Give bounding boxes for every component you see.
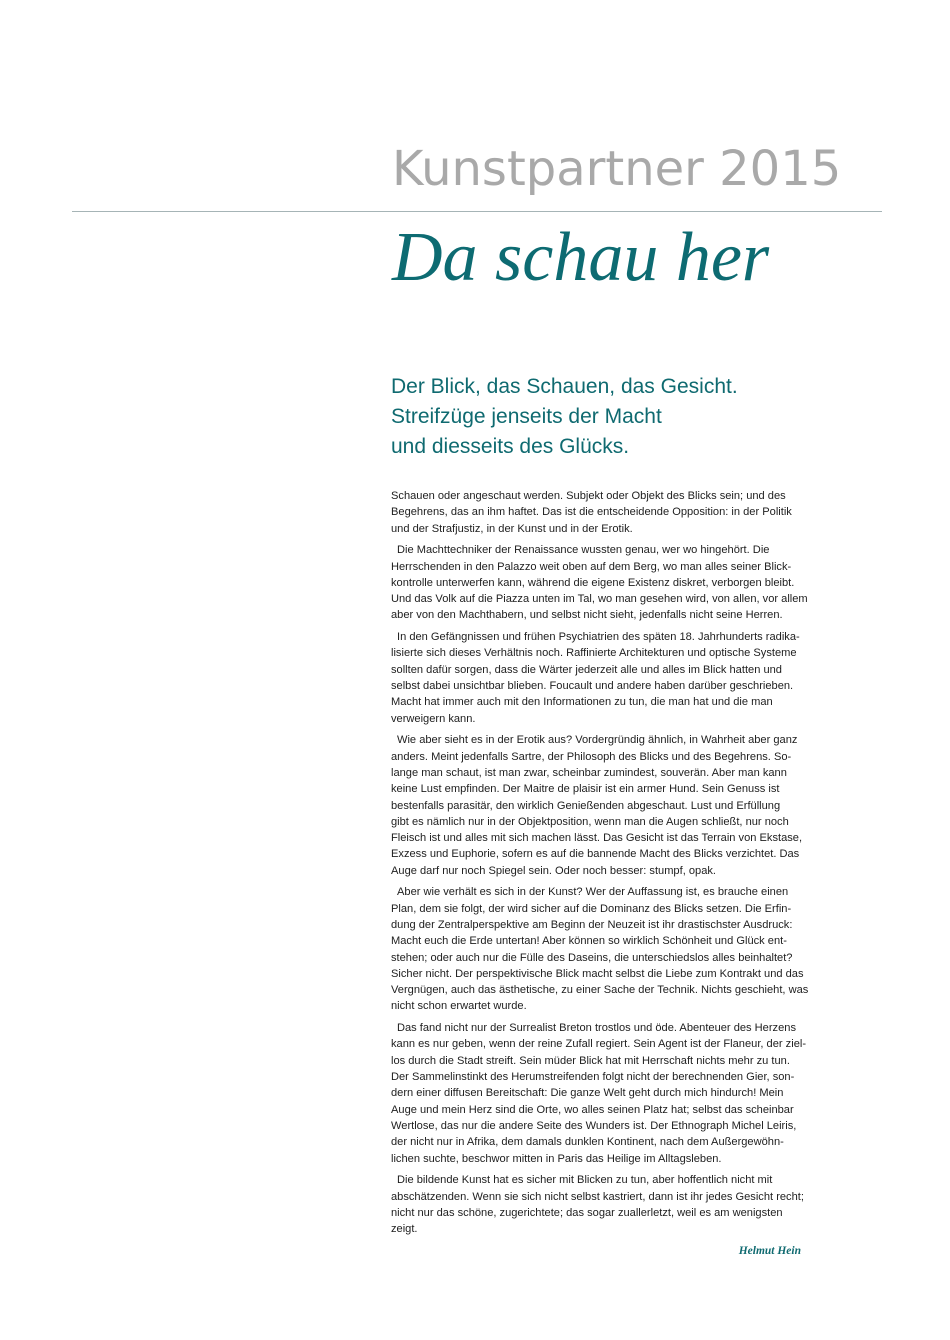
subtitle-line: Streifzüge jenseits der Macht <box>391 405 662 428</box>
text-line: Plan, dem sie folgt, der wird sicher auf die Dominanz des Blicks setzen. Die Erfin- <box>391 902 792 915</box>
header-divider <box>72 211 882 212</box>
subtitle-line: Der Blick, das Schauen, das Gesicht. <box>391 375 738 398</box>
text-line: kann es nur geben, wenn der reine Zufall regiert. Sein Agent ist der Flaneur, der ziel- <box>391 1038 807 1051</box>
paragraph <box>391 884 815 1014</box>
kicker-heading: Kunstpartner 2015 <box>392 141 842 197</box>
text-line: Vergnügen, auch das ästhetische, zu einer Sache der Technik. Nichts geschieht, was <box>391 984 809 997</box>
text-line: dung der Zentralperspektive am Beginn der Neuzeit ist ihr drastischster Ausdruck: <box>391 918 793 931</box>
text-line: lichen suchte, beschwor mitten in Paris das Heilige im Alltagsleben. <box>391 1152 722 1165</box>
text-line: Wertlose, das nur die andere Seite des Wunders ist. Der Ethnograph Michel Leiris, <box>391 1119 797 1132</box>
text-line: Macht hat immer auch mit den Informationen zu tun, die man hat und die man <box>391 696 773 709</box>
text-line: selbst dabei unsichtbar blieben. Foucault und andere haben darüber geschrieben. <box>391 680 794 693</box>
text-line: Begehrens, das an ihm haftet. Das ist die entscheidende Opposition: in der Politik <box>391 506 792 519</box>
text-line: Der Sammelinstinkt des Herumstreifenden folgt nicht der berechnenden Gier, son- <box>391 1071 795 1084</box>
text-line: sollten dafür sorgen, dass die Wärter jederzeit alle und alles im Blick hatten und <box>391 663 782 676</box>
subtitle <box>391 372 871 462</box>
text-line: zeigt. <box>391 1223 418 1236</box>
text-line: Auge darf nur noch Spiegel sein. Oder noch besser: stumpf, opak. <box>391 864 716 877</box>
text-line: kontrolle unterwerfen kann, während die eigene Existenz diskret, verborgen bleibt. <box>391 576 795 589</box>
text-line: aber von den Machthabern, und selbst nicht sieht, jedenfalls nicht seine Herren. <box>391 609 783 622</box>
text-line: Das fand nicht nur der Surrealist Breton trostlos und öde. Abenteuer des Herzens <box>397 1022 796 1035</box>
text-line: keine Lust empfinden. Der Maitre de plaisir ist ein armer Hund. Sein Genuss ist <box>391 783 780 796</box>
text-line: anders. Meint jedenfalls Sartre, der Philosoph des Blicks und des Begehrens. So- <box>391 750 792 763</box>
text-line: der nicht nur in Afrika, dem damals dunklen Kontinent, nach dem Außergewöhn- <box>391 1136 784 1149</box>
text-line: Herrschenden in den Palazzo weit oben auf dem Berg, wo man alles seiner Blick- <box>391 560 792 573</box>
text-line: Die bildende Kunst hat es sicher mit Blicken zu tun, aber hoffentlich nicht mit <box>397 1174 773 1187</box>
text-line: nicht schon erwartet wurde. <box>391 1000 527 1013</box>
text-line: Sicher nicht. Der perspektivische Blick macht selbst die Liebe zum Kontrakt und das <box>391 967 804 980</box>
text-line: nicht nur das schöne, zugerichtete; das sogar zuallerletzt, weil es am wenigsten <box>391 1206 783 1219</box>
text-line: Die Machttechniker der Renaissance wussten genau, wer wo hingehört. Die <box>397 544 770 557</box>
text-line: und der Strafjustiz, in der Kunst und in der Erotik. <box>391 522 633 535</box>
text-line: Wie aber sieht es in der Erotik aus? Vordergründig ähnlich, in Wahrheit aber ganz <box>397 734 798 747</box>
text-line: abschätzenden. Wenn sie sich nicht selbst kastriert, dann ist ihr jedes Gesicht recht; <box>391 1190 804 1203</box>
text-line: Exzess und Euphorie, sofern es auf die bannende Macht des Blicks verzichtet. Das <box>391 848 800 861</box>
text-line: Auge und mein Herz sind die Orte, wo alles seinen Platz hat; selbst das scheinbar <box>391 1103 794 1116</box>
author-signature: Helmut Hein <box>738 1245 801 1257</box>
text-line: Und das Volk auf die Piazza unten im Tal, wo man gesehen wird, von allen, vor allem <box>391 593 808 606</box>
text-line: gibt es nämlich nur in der Objektposition, wenn man die Augen schließt, nur noch <box>391 815 789 828</box>
text-line: los durch die Stadt streift. Sein müder Blick hat mit Herrschaft nichts mehr zu tun. <box>391 1054 790 1067</box>
text-line: Aber wie verhält es sich in der Kunst? Wer der Auffassung ist, es brauche einen <box>397 886 789 899</box>
paragraph <box>391 732 815 879</box>
text-line: bestenfalls parasitär, den wirklich Genießenden abgeschaut. Lust und Erfüllung <box>391 799 781 812</box>
text-line: verweigern kann. <box>391 712 476 725</box>
text-line: Fleisch ist und alles mit sich machen lässt. Das Gesicht ist das Terrain von Ekstase, <box>391 832 803 845</box>
article-body <box>391 488 815 1243</box>
paragraph <box>391 629 815 727</box>
page-title: Da schau her <box>392 219 770 296</box>
text-line: Schauen oder angeschaut werden. Subjekt oder Objekt des Blicks sein; und des <box>391 490 786 502</box>
text-line: lange man schaut, ist man zwar, scheinbar zumindest, souverän. Aber man kann <box>391 766 787 779</box>
text-line: In den Gefängnissen und frühen Psychiatrien des späten 18. Jahrhunderts radika- <box>397 631 800 644</box>
text-line: dern einer diffusen Bereitschaft: Die ganze Welt geht durch mich hindurch! Mein <box>391 1087 784 1100</box>
subtitle-line: und diesseits des Glücks. <box>391 435 630 458</box>
text-line: stehen; oder auch nur die Fülle des Daseins, die unterschiedslos alles beinhaltet? <box>391 951 793 964</box>
text-line: Macht euch die Erde untertan! Aber können so wirklich Schönheit und Glück ent- <box>391 935 787 948</box>
paragraph <box>391 1020 815 1167</box>
paragraph <box>391 488 815 537</box>
paragraph <box>391 542 815 623</box>
text-line: lisierte sich dieses Verhältnis noch. Raffinierte Architekturen und optische Systeme <box>391 647 797 660</box>
paragraph <box>391 1172 815 1237</box>
